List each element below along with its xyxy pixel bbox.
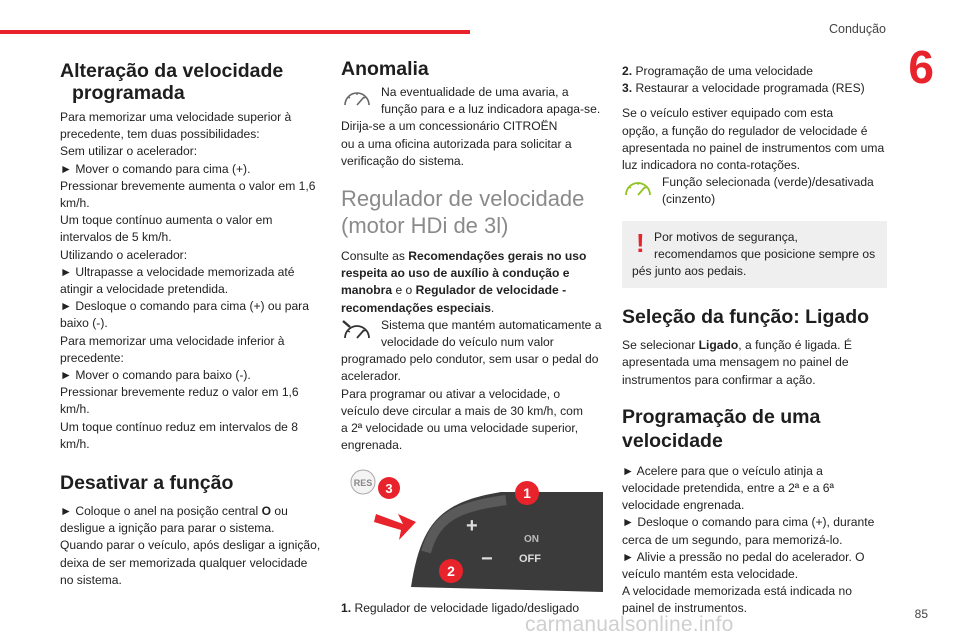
text-line: km/h. [60, 402, 90, 417]
text-line: Para programar ou ativar a velocidade, o [341, 386, 561, 401]
minus-symbol: − [481, 548, 493, 571]
res-badge-icon [351, 470, 375, 494]
desativar-body [60, 503, 325, 589]
text-line: manobra e o Regulador de velocidade - [341, 283, 567, 298]
text-line: ► Desloque o comando para cima (+), durante [622, 515, 875, 530]
alteracao-body [60, 109, 325, 453]
text-line: verificação do sistema. [341, 153, 465, 168]
text-line: opção, a função do regulador de velocidade é [622, 123, 868, 138]
cruise-control-icon [341, 318, 373, 346]
cruise-control-stalk-diagram [341, 462, 603, 592]
section-title-selecao: Seleção da função: Ligado [622, 306, 870, 329]
text-line: pés junto aos pedais. [632, 264, 747, 279]
speedometer-green-icon [622, 175, 654, 203]
text-line: A velocidade memorizada está indicada no [622, 584, 852, 599]
svg-text:1: 1 [523, 485, 531, 502]
text-line: Quando parar o veículo, após desligar a ignição, [60, 538, 321, 553]
text-line: km/h. [60, 196, 90, 211]
text-line: ► Mover o comando para cima (+). [60, 161, 251, 176]
selecao-body [622, 337, 887, 389]
anomalia-icon-paragraph [341, 84, 603, 118]
text-line: ► Ultrapasse a velocidade memorizada até [60, 264, 295, 279]
text-line: ► Alivie a pressão no pedal do acelerador. O [622, 549, 865, 564]
text-line: veículo mantém esta velocidade. [622, 567, 799, 582]
diagram-caption: 1. Regulador de velocidade ligado/desligado [341, 601, 580, 616]
text-line: ou a uma oficina autorizada para solicitar a [341, 136, 572, 151]
text-line: Um toque contínuo reduz em intervalos de 8 [60, 419, 298, 434]
text-line: Um toque contínuo aumenta o valor em [60, 213, 273, 228]
text-line: Se selecionar Ligado, a função é ligada. É [622, 338, 852, 353]
text-line: ► Mover o comando para baixo (-). [60, 368, 251, 383]
funcao-icon-paragraph [622, 174, 887, 208]
section-title-desativar: Desativar a função [60, 472, 234, 495]
right-column [622, 0, 887, 618]
text-line: Pressionar brevemente aumenta o valor em 1,6 [60, 178, 316, 193]
text-line: Sem utilizar o acelerador: [60, 144, 198, 159]
text-line: Consulte as Recomendações gerais no uso [341, 249, 587, 264]
marker-1 [515, 481, 539, 505]
text-line: velocidade pretendida, entre a 2ª e a 6ª [622, 481, 835, 496]
text-line: programado pelo condutor, sem usar o pedal do [341, 352, 599, 367]
text-line: Utilizando o acelerador: [60, 247, 188, 262]
on-label: ON [524, 534, 539, 546]
text-line: (cinzento) [662, 192, 716, 207]
marker-2 [439, 559, 463, 583]
text-line: recomendamos que posicione sempre os [654, 246, 876, 261]
consulte-paragraph [341, 248, 603, 317]
text-line: velocidade engrenada. [622, 498, 745, 513]
text-line: precedente, tem duas possibilidades: [60, 127, 260, 142]
text-line: painel de instrumentos. [622, 601, 748, 616]
text-line: instrumentos para confirmar a ação. [622, 372, 816, 387]
text-line: km/h. [60, 436, 90, 451]
text-line: apresentada no painel de instrumentos com uma [622, 140, 885, 155]
text-line: cerca de um segundo, para memorizá-lo. [622, 532, 843, 547]
text-line: Função selecionada (verde)/desativada [662, 175, 874, 190]
text-line: Dirija-se a um concessionário CITROËN [341, 119, 558, 134]
plus-symbol: + [466, 515, 478, 538]
text-line: luz indicadora no conta-rotações. [622, 158, 801, 173]
svg-text:3: 3 [385, 481, 393, 497]
section-title-anomalia: Anomalia [341, 58, 429, 80]
chapter-number: 6 [908, 41, 934, 93]
text-line: a 2ª velocidade ou uma velocidade superior, [341, 421, 579, 436]
section-title-alteracao: Alteração da velocidade programada [60, 60, 284, 104]
text-line: função para e a luz indicadora apaga-se. [381, 102, 601, 117]
list-item: 2. Programação de uma velocidade [622, 64, 813, 78]
text-line: deixa de ser memorizada qualquer velocidade [60, 555, 308, 570]
text-line: Sistema que mantém automaticamente a [381, 317, 602, 332]
section-title-programacao: Programação de uma velocidade [622, 405, 821, 452]
text-line: Pressionar brevemente reduz o valor em 1,6 [60, 385, 299, 400]
equipado-paragraph [622, 105, 887, 174]
text-line: velocidade do veículo num valor [381, 335, 554, 350]
svg-text:2: 2 [447, 563, 455, 580]
safety-warning-box [622, 221, 887, 289]
text-line: Para memorizar uma velocidade inferior à [60, 333, 285, 348]
watermark: carmanualsonline.info [525, 613, 734, 636]
text-line: ► Coloque o anel na posição central O ou [60, 504, 288, 519]
text-line: apresentada uma mensagem no painel de [622, 355, 849, 370]
chapter-title: Condução [829, 22, 886, 36]
text-line: intervalos de 5 km/h. [60, 230, 172, 245]
text-line: Por motivos de segurança, [654, 229, 798, 244]
text-line: Na eventualidade de uma avaria, a [381, 85, 569, 99]
text-line: veículo deve circular a mais de 30 km/h, com [341, 403, 583, 418]
text-line: baixo (-). [60, 316, 108, 331]
page-number: 85 [914, 607, 928, 621]
arrow-icon [374, 514, 416, 540]
text-line: Se o veículo estiver equipado com esta [622, 106, 834, 121]
text-line: no sistema. [60, 572, 122, 587]
text-line: recomendações especiais. [341, 300, 495, 315]
text-line: engrenada. [341, 438, 403, 453]
section-title-regulador: Regulador de velocidade (motor HDi de 3l) [341, 186, 585, 239]
text-line: ► Acelere para que o veículo atinja a [622, 463, 823, 478]
warning-exclamation-icon: ! [636, 227, 645, 258]
text-line: Para memorizar uma velocidade superior à [60, 110, 292, 124]
text-line: atingir a velocidade pretendida. [60, 282, 229, 297]
marker-3 [378, 477, 400, 499]
text-line: desligue a ignição para parar o sistema. [60, 521, 275, 536]
text-line: respeita ao uso de auxílio à condução e [341, 266, 570, 281]
sistema-icon-paragraph [341, 317, 603, 351]
res-badge-label: RES [353, 478, 373, 489]
text-line: precedente: [60, 350, 124, 365]
stalk-lever [411, 492, 603, 592]
left-column [60, 0, 325, 589]
caption-list [622, 63, 887, 97]
text-line: acelerador. [341, 369, 401, 384]
off-label: OFF [519, 553, 541, 566]
programacao-body [622, 463, 887, 618]
list-item: 3. Restaurar a velocidade programada (RES) [622, 81, 865, 96]
text-line: ► Desloque o comando para cima (+) ou para [60, 299, 309, 314]
speedometer-off-icon [341, 85, 373, 113]
middle-column [341, 0, 603, 618]
